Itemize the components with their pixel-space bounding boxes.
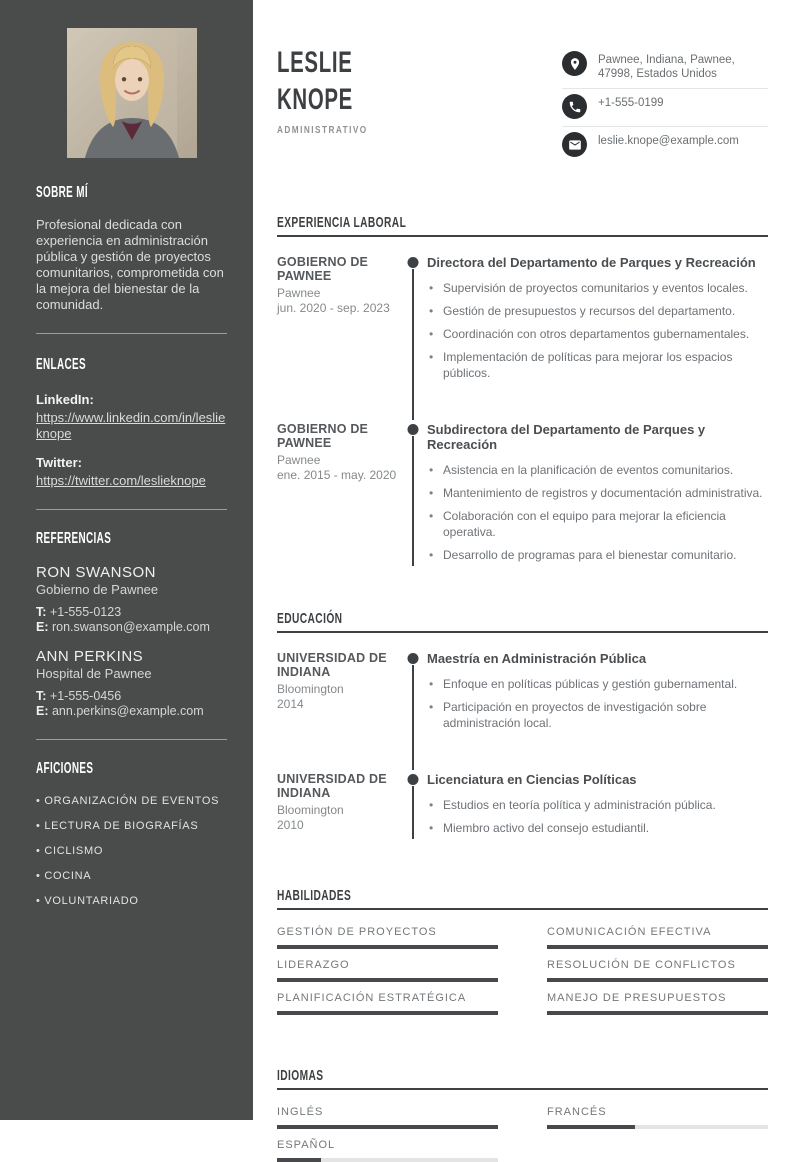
skill-item	[277, 959, 498, 982]
bar-fill	[547, 945, 768, 949]
link-url[interactable]: https://twitter.com/leslieknope	[36, 473, 206, 488]
bar-fill	[277, 945, 498, 949]
email-label: E:	[36, 619, 49, 634]
skills-heading: HABILIDADES	[277, 887, 352, 904]
phone-value: +1-555-0456	[49, 688, 122, 703]
contact-text: leslie.knope@example.com	[598, 135, 739, 147]
bar-track	[547, 1011, 768, 1015]
language-item	[277, 1139, 498, 1162]
bar-label: INGLÉS	[277, 1106, 324, 1118]
experience-section	[277, 214, 768, 570]
timeline-line	[412, 786, 414, 839]
entry-title: Maestría en Administración Pública	[427, 651, 647, 666]
entry-dates: jun. 2020 - sep. 2023	[277, 301, 390, 315]
timeline-line	[412, 665, 414, 770]
bar-label: LIDERAZGO	[277, 959, 350, 971]
entry-location: Pawnee	[277, 286, 321, 300]
reference-phone	[36, 605, 227, 620]
skill-item	[547, 959, 768, 982]
sidebar-divider	[36, 739, 227, 740]
entry-detail	[427, 422, 768, 570]
entry-title: Directora del Departamento de Parques y Recreación	[427, 255, 756, 270]
entry-detail	[427, 772, 768, 843]
hobby-item: • CICLISMO	[36, 846, 227, 857]
email-icon	[562, 132, 587, 157]
hobby-item: • VOLUNTARIADO	[36, 896, 227, 907]
education-entries	[277, 651, 768, 843]
bar-track	[277, 978, 498, 982]
skills-section	[277, 887, 768, 1015]
entry-dates: ene. 2015 - may. 2020	[277, 468, 397, 482]
hobbies-section	[36, 760, 227, 907]
timeline-dot-icon	[408, 774, 419, 785]
entry-location: Bloomington	[277, 803, 344, 817]
entry-bullet: • Gestión de presupuestos y recursos del departamento.	[427, 303, 768, 319]
bar-fill	[277, 1011, 498, 1015]
link-label: Twitter:	[36, 455, 82, 470]
entry-bullet: • Colaboración con el equipo para mejorar la eficiencia operativa.	[427, 508, 768, 540]
hobby-item: • LECTURA DE BIOGRAFÍAS	[36, 821, 227, 832]
timeline	[399, 772, 427, 843]
entry-detail	[427, 651, 768, 738]
person-name	[277, 44, 389, 118]
entry-bullet: • Implementación de políticas para mejorar los espacios públicos.	[427, 349, 768, 381]
timeline	[399, 422, 427, 570]
link-item	[36, 455, 227, 489]
bar-label: MANEJO DE PRESUPUESTOS	[547, 992, 727, 1004]
bar-track	[547, 1125, 768, 1129]
entry-bullet: • Desarrollo de programas para el bienestar comunitario.	[427, 547, 768, 563]
sidebar-divider	[36, 509, 227, 510]
contact-text: Pawnee, Indiana, Pawnee, 47998, Estados Unidos	[598, 54, 735, 80]
contact-row	[562, 46, 768, 89]
education-section	[277, 610, 768, 843]
about-section	[36, 184, 227, 313]
entry-bullet: • Mantenimiento de registros y documentación administrativa.	[427, 485, 768, 501]
reference-organization: Hospital de Pawnee	[36, 665, 152, 681]
references-list	[36, 564, 227, 719]
entry-title: Licenciatura en Ciencias Políticas	[427, 772, 637, 787]
entry-dates: 2010	[277, 818, 304, 832]
bar-track	[277, 1158, 498, 1162]
link-label: LinkedIn:	[36, 392, 94, 407]
bar-fill	[277, 978, 498, 982]
bar-track	[277, 1011, 498, 1015]
entry-detail	[427, 255, 768, 388]
portrait-illustration	[67, 28, 197, 158]
entry-organization: GOBIERNO DE PAWNEE	[277, 255, 369, 283]
timeline	[399, 651, 427, 738]
references-section	[36, 530, 227, 719]
about-heading: SOBRE MÍ	[36, 184, 89, 201]
link-item	[36, 392, 227, 441]
bar-fill	[547, 1125, 635, 1129]
education-heading: EDUCACIÓN	[277, 610, 343, 627]
entry-bullets	[427, 676, 768, 731]
skill-item	[547, 926, 768, 949]
bar-track	[277, 1125, 498, 1129]
education-entry	[277, 651, 768, 738]
bar-track	[547, 978, 768, 982]
entry-meta	[277, 422, 399, 570]
entry-bullet: • Enfoque en políticas públicas y gestión gubernamental.	[427, 676, 768, 692]
resume-header	[277, 44, 768, 164]
bar-label: RESOLUCIÓN DE CONFLICTOS	[547, 959, 736, 971]
entry-meta	[277, 772, 399, 843]
entry-bullets	[427, 797, 768, 836]
email-value: ann.perkins@example.com	[51, 703, 204, 718]
reference-item	[36, 648, 227, 719]
job-role: ADMINISTRATIVO	[277, 125, 368, 136]
timeline-dot-icon	[408, 424, 419, 435]
bar-track	[547, 945, 768, 949]
section-rule	[277, 235, 768, 237]
reference-item	[36, 564, 227, 635]
email-value: ron.swanson@example.com	[51, 619, 210, 634]
timeline-dot-icon	[408, 653, 419, 664]
entry-bullet: • Supervisión de proyectos comunitarios y eventos locales.	[427, 280, 768, 296]
reference-phone	[36, 689, 227, 704]
skill-item	[277, 926, 498, 949]
contact-text: +1-555-0199	[598, 97, 664, 109]
entry-organization: UNIVERSIDAD DE INDIANA	[277, 651, 387, 679]
section-rule	[277, 631, 768, 633]
reference-email	[36, 704, 227, 719]
reference-name: ANN PERKINS	[36, 647, 144, 665]
bar-label: FRANCÉS	[547, 1106, 607, 1118]
entry-organization: GOBIERNO DE PAWNEE	[277, 422, 369, 450]
skill-item	[277, 992, 498, 1015]
phone-value: +1-555-0123	[49, 604, 122, 619]
reference-name: RON SWANSON	[36, 563, 156, 581]
skill-item	[547, 992, 768, 1015]
experience-heading: EXPERIENCIA LABORAL	[277, 214, 407, 231]
entry-meta	[277, 651, 399, 738]
reference-organization: Gobierno de Pawnee	[36, 581, 159, 597]
hobbies-heading: AFICIONES	[36, 759, 94, 777]
entry-bullets	[427, 462, 768, 563]
links-heading: ENLACES	[36, 356, 87, 373]
skills-grid	[277, 926, 768, 1015]
education-entry	[277, 772, 768, 843]
contact-row	[562, 127, 768, 164]
languages-section	[277, 1067, 768, 1162]
main-content	[253, 0, 794, 1151]
entry-location: Pawnee	[277, 453, 321, 467]
bar-fill	[547, 1011, 768, 1015]
bar-fill	[277, 1158, 321, 1162]
links-section	[36, 356, 227, 489]
bar-fill	[277, 1125, 498, 1129]
name-block	[277, 44, 389, 136]
section-rule	[277, 1088, 768, 1090]
reference-email	[36, 620, 227, 635]
section-rule	[277, 908, 768, 910]
references-heading: REFERENCIAS	[36, 529, 112, 547]
timeline	[399, 255, 427, 388]
profile-photo	[67, 28, 197, 158]
email-label: E:	[36, 703, 49, 718]
timeline-line	[412, 269, 414, 420]
entry-organization: UNIVERSIDAD DE INDIANA	[277, 772, 387, 800]
location-pin-icon	[562, 51, 587, 76]
phone-label: T:	[36, 604, 47, 619]
bar-label: COMUNICACIÓN EFECTIVA	[547, 926, 712, 938]
entry-meta	[277, 255, 399, 388]
entry-title: Subdirectora del Departamento de Parques y Recreación	[427, 422, 706, 452]
entry-bullet: • Coordinación con otros departamentos gubernamentales.	[427, 326, 768, 342]
timeline-dot-icon	[408, 257, 419, 268]
entry-bullet: • Miembro activo del consejo estudiantil.	[427, 820, 768, 836]
language-item	[277, 1106, 498, 1129]
contact-list	[562, 46, 768, 164]
last-name: KNOPE	[277, 83, 353, 116]
phone-label: T:	[36, 688, 47, 703]
contact-row	[562, 89, 768, 127]
hobbies-list	[36, 796, 227, 907]
sidebar-divider	[36, 333, 227, 334]
entry-bullet: • Participación en proyectos de investigación sobre administración local.	[427, 699, 768, 731]
bar-track	[277, 945, 498, 949]
links-list	[36, 392, 227, 489]
experience-entries	[277, 255, 768, 570]
hobby-item: • COCINA	[36, 871, 227, 882]
language-item	[547, 1106, 768, 1129]
bar-fill	[547, 978, 768, 982]
languages-grid	[277, 1106, 768, 1162]
phone-icon	[562, 94, 587, 119]
bar-label: GESTIÓN DE PROYECTOS	[277, 926, 437, 938]
bar-label: PLANIFICACIÓN ESTRATÉGICA	[277, 992, 467, 1004]
experience-entry	[277, 422, 768, 570]
first-name: LESLIE	[277, 46, 353, 79]
entry-bullet: • Asistencia en la planificación de eventos comunitarios.	[427, 462, 768, 478]
link-url[interactable]: https://www.linkedin.com/in/leslieknope	[36, 410, 226, 441]
entry-dates: 2014	[277, 697, 304, 711]
entry-bullet: • Estudios en teoría política y administración pública.	[427, 797, 768, 813]
entry-location: Bloomington	[277, 682, 344, 696]
experience-entry	[277, 255, 768, 388]
bar-label: ESPAÑOL	[277, 1139, 336, 1151]
hobby-item: • ORGANIZACIÓN DE EVENTOS	[36, 796, 227, 807]
timeline-line	[412, 436, 414, 566]
sidebar	[0, 0, 253, 1120]
about-text: Profesional dedicada con experiencia en administración pública y gestión de proyectos comunitarios, comprometida con la mejora del bienestar de la comunidad.	[36, 217, 224, 312]
languages-heading: IDIOMAS	[277, 1067, 324, 1084]
entry-bullets	[427, 280, 768, 381]
